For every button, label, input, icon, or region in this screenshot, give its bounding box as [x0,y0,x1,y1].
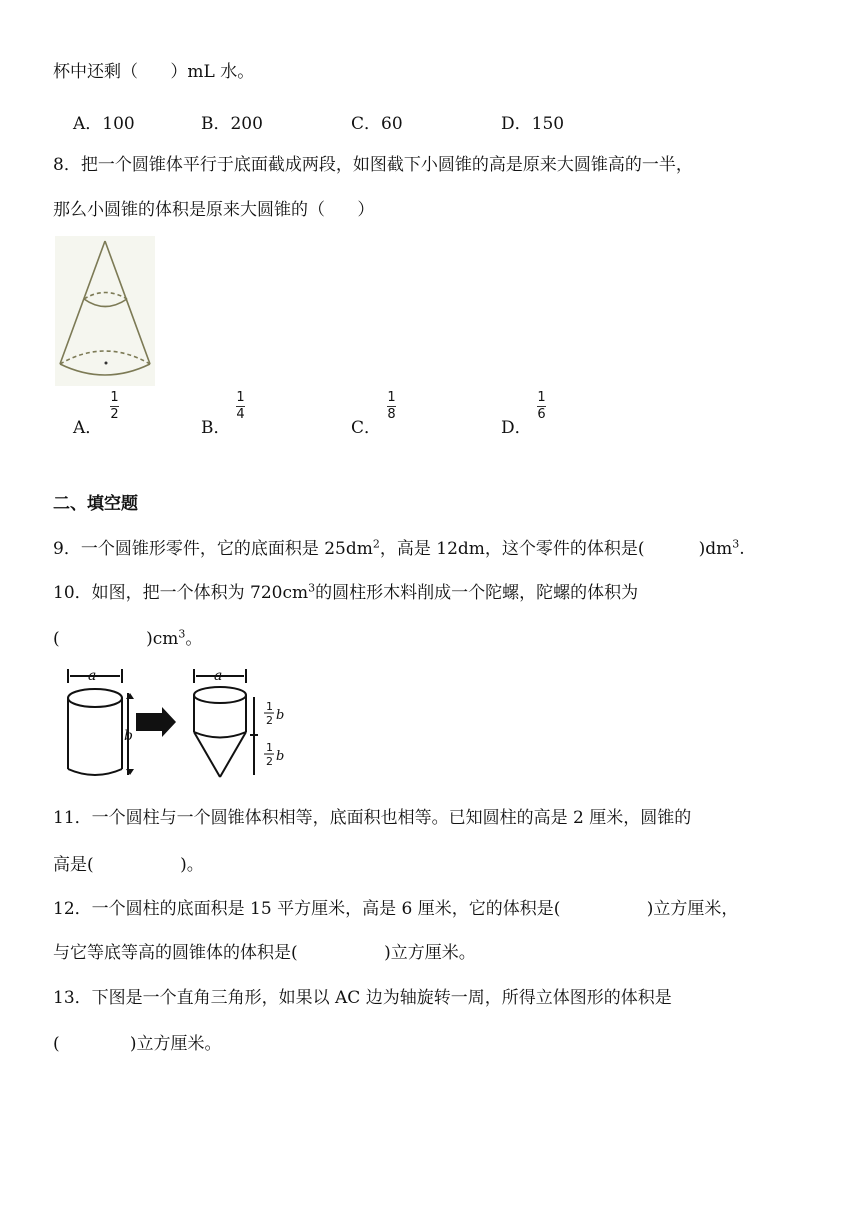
q8-option-d-num: 1 [537,390,546,405]
q8-option-a-den: 2 [110,407,119,422]
q11-line2: 高是( )。 [53,855,204,875]
q8-option-a-fraction [110,391,119,422]
q10-line2-sup: 3 [178,627,186,641]
q7-option-a[interactable]: A．100 [73,114,135,134]
q8-option-a-label[interactable]: A． [73,418,103,438]
q7-option-b[interactable]: B．200 [201,114,263,134]
q10-line2 [53,627,202,651]
q10-line2-post: 。 [185,629,203,649]
gyro-fig-half2-var: b [276,749,285,764]
q13-line1: 13．下图是一个直角三角形，如果以 AC 边为轴旋转一周，所得立体图形的体积是 [53,988,672,1008]
gyro-fig-label-a2: a [214,668,223,684]
q9-text [53,537,745,561]
q9-post: . [739,539,745,559]
q10-line2-pre: ( )cm [53,629,179,649]
q8-option-d-fraction [537,391,546,422]
section-title: 二、填空题 [53,494,138,514]
q13-line2: ( )立方厘米。 [53,1034,222,1054]
q10-line1-pre: 10．如图，把一个体积为 720cm [53,583,309,603]
q8-option-c-den: 8 [387,407,396,422]
q7-option-d[interactable]: D．150 [501,114,565,134]
cone-figure [55,236,155,386]
q9-mid: ，高是 12dm，这个零件的体积是( )dm [379,539,733,559]
q8-options [53,390,753,446]
q8-option-b-num: 1 [236,390,245,405]
q9-pre: 9．一个圆锥形零件，它的底面积是 25dm [53,539,373,559]
q11-line1: 11．一个圆柱与一个圆锥体积相等，底面积也相等。已知圆柱的高是 2 厘米，圆锥的 [53,808,692,828]
q8-option-d-label[interactable]: D． [501,418,532,438]
q8-line1: 8．把一个圆锥体平行于底面截成两段，如图截下小圆锥的高是原来大圆锥高的一半， [53,155,693,175]
q8-option-c-fraction [387,391,396,422]
q12-line2: 与它等底等高的圆锥体的体积是( )立方厘米。 [53,943,476,963]
q10-line1-sup: 3 [308,581,316,595]
q8-option-c-num: 1 [387,390,396,405]
gyro-fig-half2-num: 1 [266,741,273,754]
q12-line1: 12．一个圆柱的底面积是 15 平方厘米，高是 6 厘米，它的体积是( )立方厘米， [53,899,739,919]
q8-option-c-label[interactable]: C． [351,418,382,438]
q8-option-b-label[interactable]: B． [201,418,231,438]
q9-sup2: 3 [732,537,740,551]
q8-option-d-den: 6 [537,407,546,422]
gyro-fig-half1-den: 2 [266,714,273,727]
q7-option-c[interactable]: C．60 [351,114,403,134]
gyro-figure [58,665,298,785]
q10-line1-post: 的圆柱形木料削成一个陀螺，陀螺的体积为 [315,583,639,603]
q8-line2: 那么小圆锥的体积是原来大圆锥的（ ） [53,200,375,220]
gyro-fig-half1-var: b [276,708,285,723]
gyro-fig-half1-num: 1 [266,700,273,713]
gyro-fig-half2-den: 2 [266,755,273,768]
gyro-fig-label-a1: a [88,668,97,684]
q8-option-a-num: 1 [110,390,119,405]
q7-tail-text: 杯中还剩（ ）mL 水。 [53,62,255,82]
q7-options [53,109,753,139]
q9-sup1: 2 [372,537,380,551]
q8-option-b-fraction [236,391,245,422]
q10-line1 [53,581,638,605]
q8-option-b-den: 4 [236,407,245,422]
gyro-fig-label-b: b [124,728,133,744]
